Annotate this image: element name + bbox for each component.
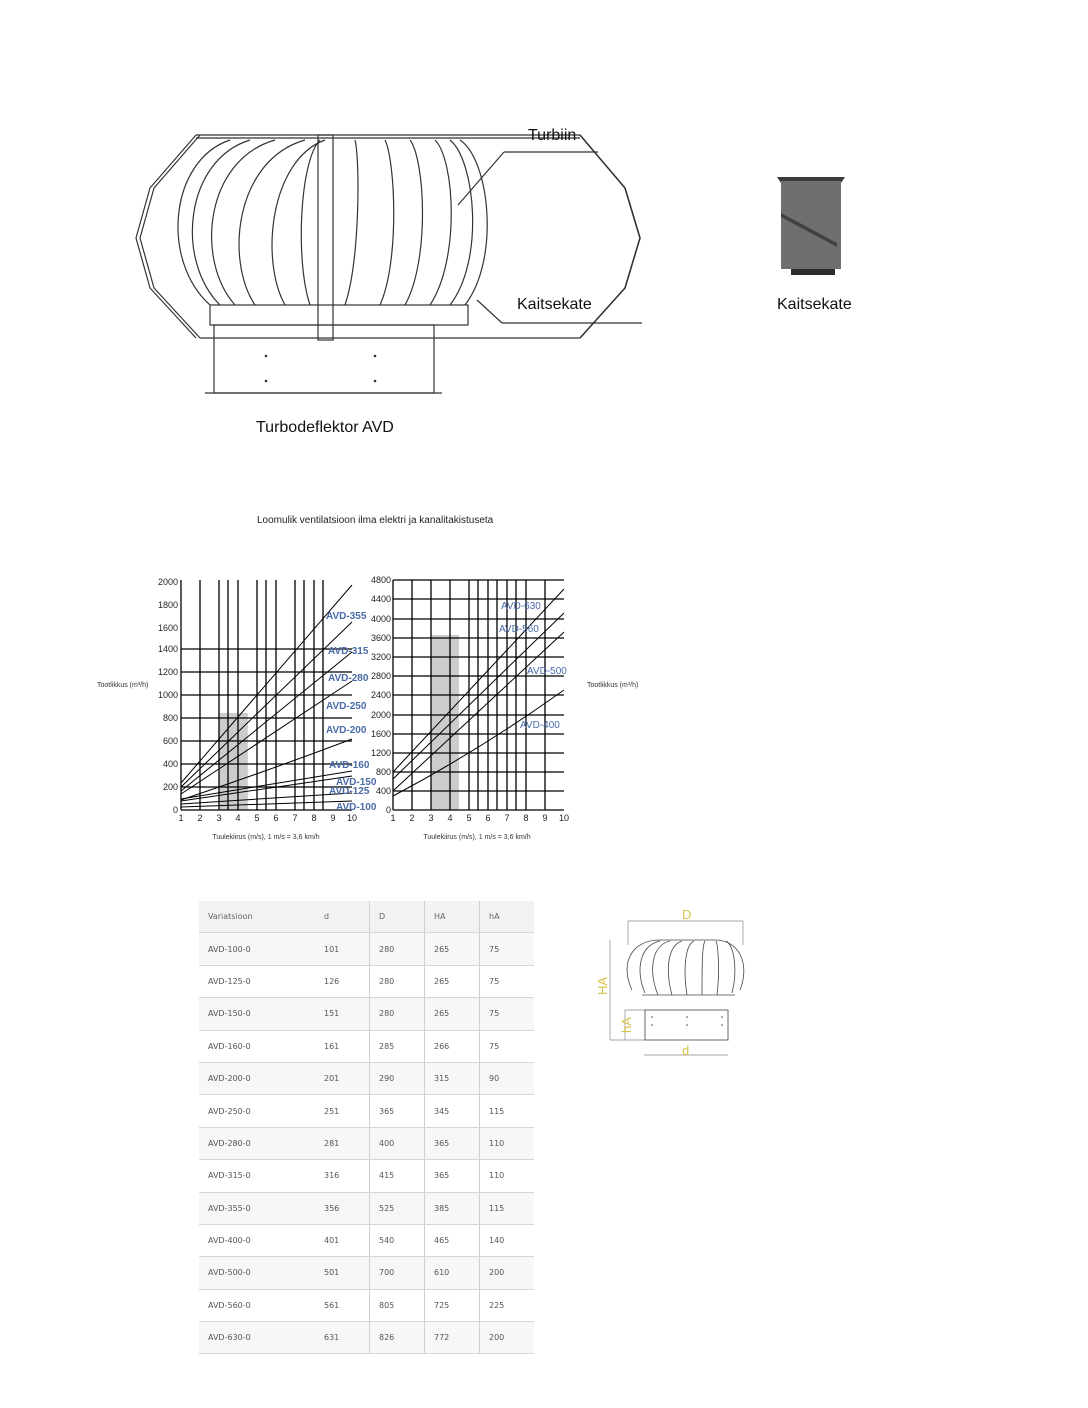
header-hA: hA bbox=[480, 901, 535, 933]
table-row bbox=[199, 1192, 534, 1224]
cell: 115 bbox=[480, 1095, 535, 1127]
svg-text:9: 9 bbox=[542, 813, 548, 823]
figure-caption-turbodeflektor: Turbodeflektor AVD bbox=[256, 419, 394, 436]
svg-text:1600: 1600 bbox=[370, 729, 391, 739]
svg-text:7: 7 bbox=[504, 813, 510, 823]
cell: 75 bbox=[480, 998, 535, 1030]
cell: AVD-355-0 bbox=[199, 1192, 315, 1224]
svg-text:0: 0 bbox=[385, 805, 391, 815]
cell: 561 bbox=[315, 1289, 370, 1321]
svg-text:AVD-315: AVD-315 bbox=[328, 646, 369, 657]
cell: 201 bbox=[315, 1062, 370, 1094]
header-variatsioon: Variatsioon bbox=[199, 901, 315, 933]
kaitsekate-image bbox=[775, 173, 847, 279]
cell: AVD-250-0 bbox=[199, 1095, 315, 1127]
svg-text:400: 400 bbox=[162, 759, 178, 769]
svg-text:10: 10 bbox=[346, 813, 358, 823]
cell: 90 bbox=[480, 1062, 535, 1094]
cell: 365 bbox=[425, 1127, 480, 1159]
table-row bbox=[199, 1257, 534, 1289]
svg-text:AVD-150: AVD-150 bbox=[336, 777, 377, 788]
cell: 280 bbox=[370, 933, 425, 965]
table-row bbox=[199, 1030, 534, 1062]
header-d: d bbox=[315, 901, 370, 933]
cell: 225 bbox=[480, 1289, 535, 1321]
svg-text:1200: 1200 bbox=[370, 748, 391, 758]
svg-text:AVD-400: AVD-400 bbox=[520, 720, 560, 731]
cell: 110 bbox=[480, 1160, 535, 1192]
svg-text:1200: 1200 bbox=[157, 667, 178, 677]
svg-text:6: 6 bbox=[273, 813, 279, 823]
svg-text:1800: 1800 bbox=[157, 600, 178, 610]
table-row bbox=[199, 998, 534, 1030]
cell: 251 bbox=[315, 1095, 370, 1127]
cell: 365 bbox=[425, 1160, 480, 1192]
svg-text:200: 200 bbox=[162, 782, 178, 792]
figure-caption-kaitsekate: Kaitsekate bbox=[777, 296, 852, 313]
cell: 200 bbox=[480, 1257, 535, 1289]
cell: 280 bbox=[370, 998, 425, 1030]
svg-text:1: 1 bbox=[178, 813, 184, 823]
chart-right-xlabel: Tuulekiirus (m/s), 1 m/s = 3,6 km/h bbox=[423, 834, 531, 841]
chart-left bbox=[140, 575, 380, 845]
cell: 345 bbox=[425, 1095, 480, 1127]
svg-text:6: 6 bbox=[485, 813, 491, 823]
table-row bbox=[199, 933, 534, 965]
cell: 75 bbox=[480, 965, 535, 997]
dim-label-D: D bbox=[682, 907, 692, 922]
svg-text:4000: 4000 bbox=[370, 614, 391, 624]
cell: AVD-160-0 bbox=[199, 1030, 315, 1062]
chart-right bbox=[360, 575, 590, 845]
table-header-row bbox=[199, 901, 534, 933]
cell: 140 bbox=[480, 1224, 535, 1256]
header-HA: HA bbox=[425, 901, 480, 933]
cell: 501 bbox=[315, 1257, 370, 1289]
cell: 266 bbox=[425, 1030, 480, 1062]
svg-text:AVD-250: AVD-250 bbox=[326, 701, 367, 712]
svg-text:4400: 4400 bbox=[370, 594, 391, 604]
cell: AVD-400-0 bbox=[199, 1224, 315, 1256]
svg-text:0: 0 bbox=[172, 805, 178, 815]
cell: 465 bbox=[425, 1224, 480, 1256]
spec-table-wrap bbox=[199, 901, 534, 1354]
svg-text:AVD-125: AVD-125 bbox=[329, 786, 370, 797]
cell: AVD-280-0 bbox=[199, 1127, 315, 1159]
svg-text:3: 3 bbox=[216, 813, 222, 823]
svg-text:AVD-355: AVD-355 bbox=[326, 611, 367, 622]
cell: 610 bbox=[425, 1257, 480, 1289]
table-row bbox=[199, 1224, 534, 1256]
svg-text:2000: 2000 bbox=[157, 577, 178, 587]
svg-text:AVD-500: AVD-500 bbox=[527, 666, 567, 677]
cell: AVD-150-0 bbox=[199, 998, 315, 1030]
svg-text:AVD-560: AVD-560 bbox=[499, 624, 539, 635]
svg-text:1: 1 bbox=[390, 813, 396, 823]
cell: 280 bbox=[370, 965, 425, 997]
cell: 525 bbox=[370, 1192, 425, 1224]
cell: 115 bbox=[480, 1192, 535, 1224]
cell: 316 bbox=[315, 1160, 370, 1192]
cell: 75 bbox=[480, 933, 535, 965]
chart-right-ylabel: Tootlikkus (m³/h) bbox=[587, 682, 639, 689]
svg-text:5: 5 bbox=[254, 813, 260, 823]
cell: 285 bbox=[370, 1030, 425, 1062]
cell: 75 bbox=[480, 1030, 535, 1062]
svg-text:AVD-100: AVD-100 bbox=[336, 802, 377, 813]
svg-text:7: 7 bbox=[292, 813, 298, 823]
svg-text:2000: 2000 bbox=[370, 710, 391, 720]
callout-kaitsekate: Kaitsekate bbox=[517, 296, 592, 313]
cell: 772 bbox=[425, 1322, 480, 1354]
dim-label-HA: HA bbox=[595, 976, 610, 995]
svg-text:1400: 1400 bbox=[157, 644, 178, 654]
svg-text:3200: 3200 bbox=[370, 652, 391, 662]
cell: 265 bbox=[425, 965, 480, 997]
cell: 356 bbox=[315, 1192, 370, 1224]
table-row bbox=[199, 1062, 534, 1094]
svg-text:3: 3 bbox=[428, 813, 434, 823]
svg-text:2400: 2400 bbox=[370, 690, 391, 700]
cell: AVD-560-0 bbox=[199, 1289, 315, 1321]
cell: 415 bbox=[370, 1160, 425, 1192]
cell: 126 bbox=[315, 965, 370, 997]
cell: AVD-315-0 bbox=[199, 1160, 315, 1192]
turbodeflektor-drawing bbox=[130, 120, 650, 410]
svg-text:2800: 2800 bbox=[370, 671, 391, 681]
svg-text:3600: 3600 bbox=[370, 633, 391, 643]
cell: 700 bbox=[370, 1257, 425, 1289]
cell: 110 bbox=[480, 1127, 535, 1159]
cell: 826 bbox=[370, 1322, 425, 1354]
chart-left-xlabel: Tuulekiirus (m/s), 1 m/s = 3,6 km/h bbox=[212, 834, 320, 841]
svg-text:8: 8 bbox=[311, 813, 317, 823]
cell: 161 bbox=[315, 1030, 370, 1062]
table-row bbox=[199, 965, 534, 997]
callout-turbiin: Turbiin bbox=[528, 127, 577, 144]
svg-text:4: 4 bbox=[447, 813, 453, 823]
cell: 281 bbox=[315, 1127, 370, 1159]
charts-heading: Loomulik ventilatsioon ilma elektri ja kanalitakistuseta bbox=[257, 515, 494, 526]
cell: 265 bbox=[425, 933, 480, 965]
table-row bbox=[199, 1322, 534, 1354]
cell: 401 bbox=[315, 1224, 370, 1256]
svg-text:AVD-280: AVD-280 bbox=[328, 673, 369, 684]
svg-text:5: 5 bbox=[466, 813, 472, 823]
table-row bbox=[199, 1127, 534, 1159]
cell: 101 bbox=[315, 933, 370, 965]
svg-text:4800: 4800 bbox=[370, 575, 391, 585]
svg-text:2: 2 bbox=[197, 813, 203, 823]
svg-text:1600: 1600 bbox=[157, 623, 178, 633]
cell: AVD-100-0 bbox=[199, 933, 315, 965]
table-row bbox=[199, 1289, 534, 1321]
header-D: D bbox=[370, 901, 425, 933]
svg-text:400: 400 bbox=[375, 786, 391, 796]
cell: 151 bbox=[315, 998, 370, 1030]
cell: AVD-125-0 bbox=[199, 965, 315, 997]
svg-text:8: 8 bbox=[523, 813, 529, 823]
dim-label-hA: hA bbox=[619, 1017, 634, 1033]
svg-text:2: 2 bbox=[409, 813, 415, 823]
cell: 290 bbox=[370, 1062, 425, 1094]
cell: AVD-200-0 bbox=[199, 1062, 315, 1094]
cell: 805 bbox=[370, 1289, 425, 1321]
svg-text:600: 600 bbox=[162, 736, 178, 746]
table-row bbox=[199, 1160, 534, 1192]
cell: 200 bbox=[480, 1322, 535, 1354]
table-row bbox=[199, 1095, 534, 1127]
dimension-diagram bbox=[590, 905, 760, 1065]
cell: 631 bbox=[315, 1322, 370, 1354]
cell: 385 bbox=[425, 1192, 480, 1224]
svg-text:AVD-200: AVD-200 bbox=[326, 725, 367, 736]
svg-text:800: 800 bbox=[162, 713, 178, 723]
cell: AVD-630-0 bbox=[199, 1322, 315, 1354]
cell: 725 bbox=[425, 1289, 480, 1321]
cell: AVD-500-0 bbox=[199, 1257, 315, 1289]
svg-text:AVD-630: AVD-630 bbox=[501, 601, 541, 612]
cell: 315 bbox=[425, 1062, 480, 1094]
dim-label-d: d bbox=[682, 1043, 690, 1058]
cell: 265 bbox=[425, 998, 480, 1030]
svg-text:AVD-160: AVD-160 bbox=[329, 760, 370, 771]
svg-text:10: 10 bbox=[558, 813, 570, 823]
cell: 365 bbox=[370, 1095, 425, 1127]
svg-text:800: 800 bbox=[375, 767, 391, 777]
svg-text:4: 4 bbox=[235, 813, 241, 823]
cell: 540 bbox=[370, 1224, 425, 1256]
chart-left-ylabel: Tootlikkus (m³/h) bbox=[97, 682, 149, 689]
cell: 400 bbox=[370, 1127, 425, 1159]
svg-text:9: 9 bbox=[330, 813, 336, 823]
turbodeflektor-figure bbox=[130, 120, 650, 410]
spec-table bbox=[199, 901, 534, 1354]
svg-text:1000: 1000 bbox=[157, 690, 178, 700]
